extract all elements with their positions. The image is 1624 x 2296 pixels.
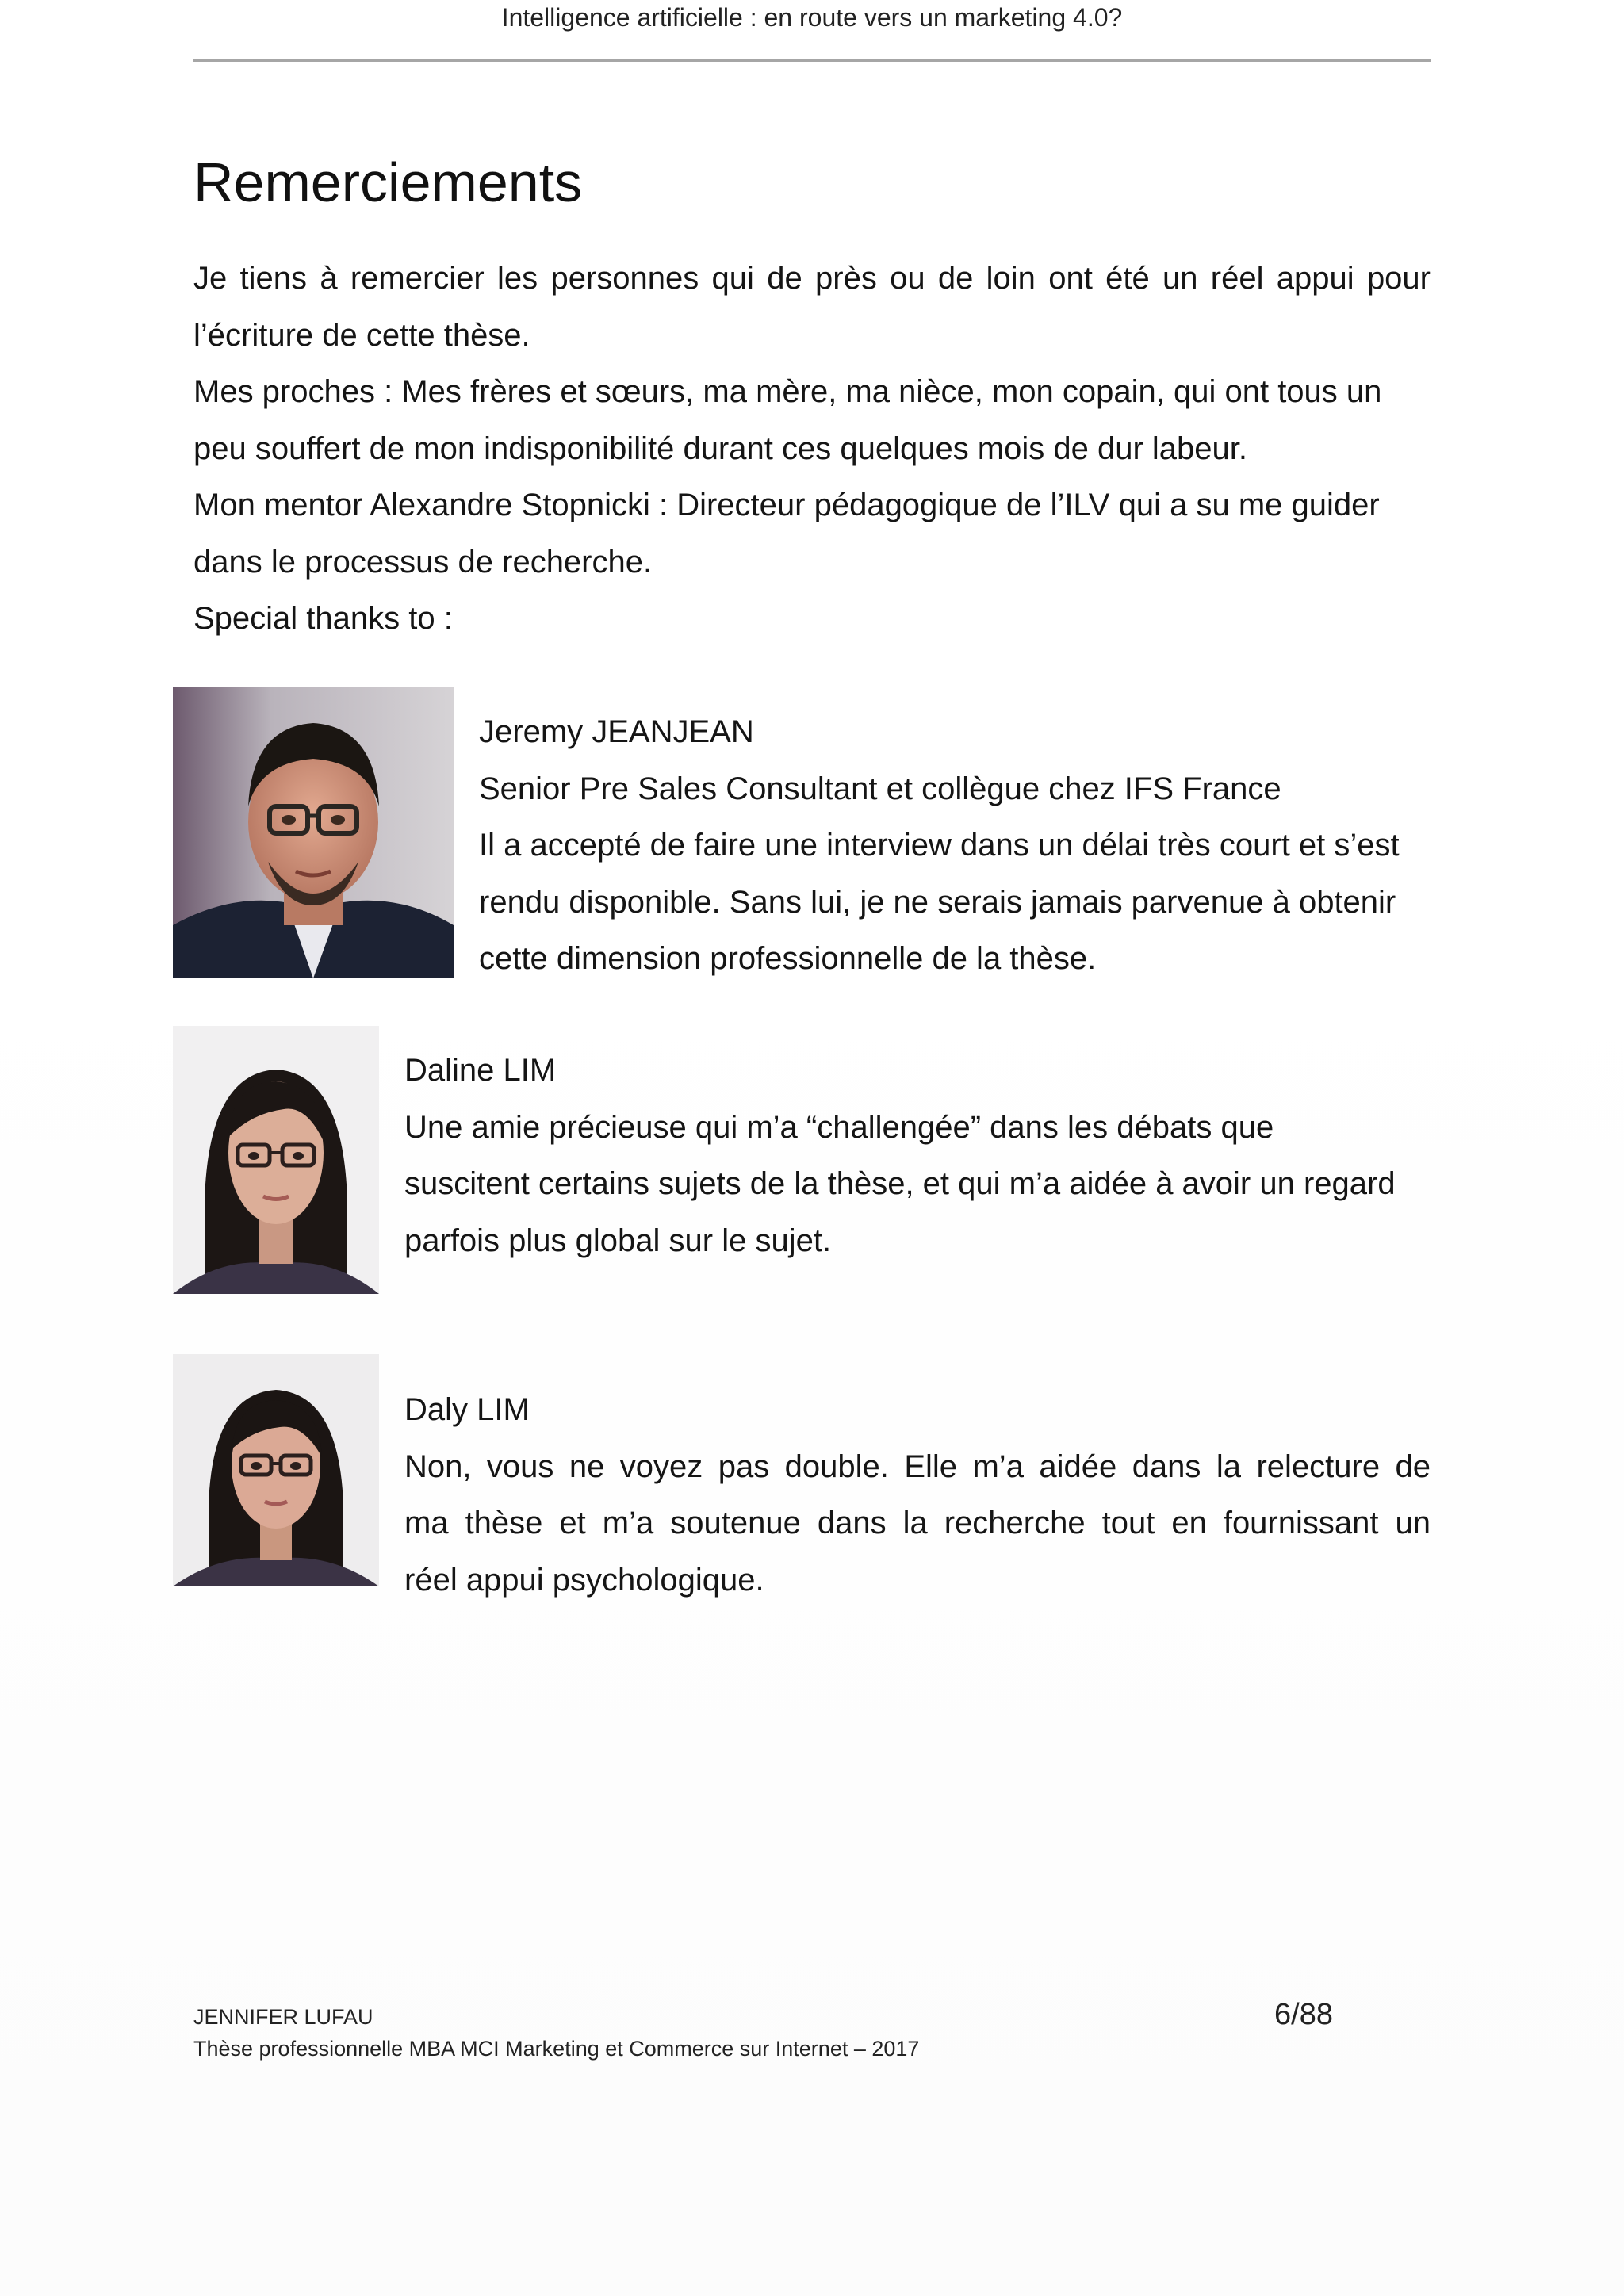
intro-line: peu souffert de mon indisponibilité durant ces quelques mois de dur labeur. <box>193 430 1248 466</box>
page-number: 6/88 <box>1274 1998 1333 2031</box>
person-name: Daly LIM <box>404 1392 530 1427</box>
portrait-photo-daly <box>173 1354 379 1586</box>
intro-paragraph <box>193 251 1431 648</box>
portrait-photo-daline <box>173 1026 379 1294</box>
running-header: Intelligence artificielle : en route vers un marketing 4.0? <box>501 3 1123 32</box>
bio-daly <box>404 1382 1431 1609</box>
bio-line: suscitent certains sujets de la thèse, et qui m’a aidée à avoir un regard <box>404 1166 1396 1201</box>
bio-line: Non, vous ne voyez pas double. Elle m’a aidée dans la relecture de <box>404 1448 1431 1484</box>
person-name: Jeremy JEANJEAN <box>479 714 754 749</box>
bio-line: parfois plus global sur le sujet. <box>404 1223 832 1258</box>
intro-line: dans le processus de recherche. <box>193 544 653 580</box>
header-divider <box>193 59 1431 62</box>
bio-line: réel appui psychologique. <box>404 1562 764 1598</box>
bio-line: rendu disponible. Sans lui, je ne serais jamais parvenue à obtenir <box>479 884 1396 920</box>
bio-jeremy <box>479 704 1431 988</box>
intro-line: Special thanks to : <box>193 601 453 636</box>
portrait-photo-jeremy <box>173 687 454 978</box>
bio-line: ma thèse et m’a soutenue dans la recherche tout en fournissant un <box>404 1506 1431 1540</box>
intro-line: l’écriture de cette thèse. <box>193 317 530 353</box>
bio-line: Une amie précieuse qui m’a “challengée” dans les débats que <box>404 1109 1274 1145</box>
person-name: Daline LIM <box>404 1053 557 1088</box>
person-role: Senior Pre Sales Consultant et collègue chez IFS France <box>479 771 1281 806</box>
intro-line: Mes proches : Mes frères et sœurs, ma mère, ma nièce, mon copain, qui ont tous un <box>193 374 1382 409</box>
footer-author: JENNIFER LUFAU <box>193 2005 373 2029</box>
page-title: Remerciements <box>193 151 583 213</box>
intro-line: Je tiens à remercier les personnes qui de près ou de loin ont été un réel appui pour <box>193 261 1431 296</box>
bio-daline <box>404 1043 1431 1269</box>
bio-line: Il a accepté de faire une interview dans un délai très court et s’est <box>479 828 1400 863</box>
bio-line: cette dimension professionnelle de la thèse. <box>479 941 1097 976</box>
footer-thesis-title: Thèse professionnelle MBA MCI Marketing et Commerce sur Internet – 2017 <box>193 2037 920 2061</box>
intro-line: Mon mentor Alexandre Stopnicki : Directeur pédagogique de l’ILV qui a su me guider <box>193 488 1380 522</box>
